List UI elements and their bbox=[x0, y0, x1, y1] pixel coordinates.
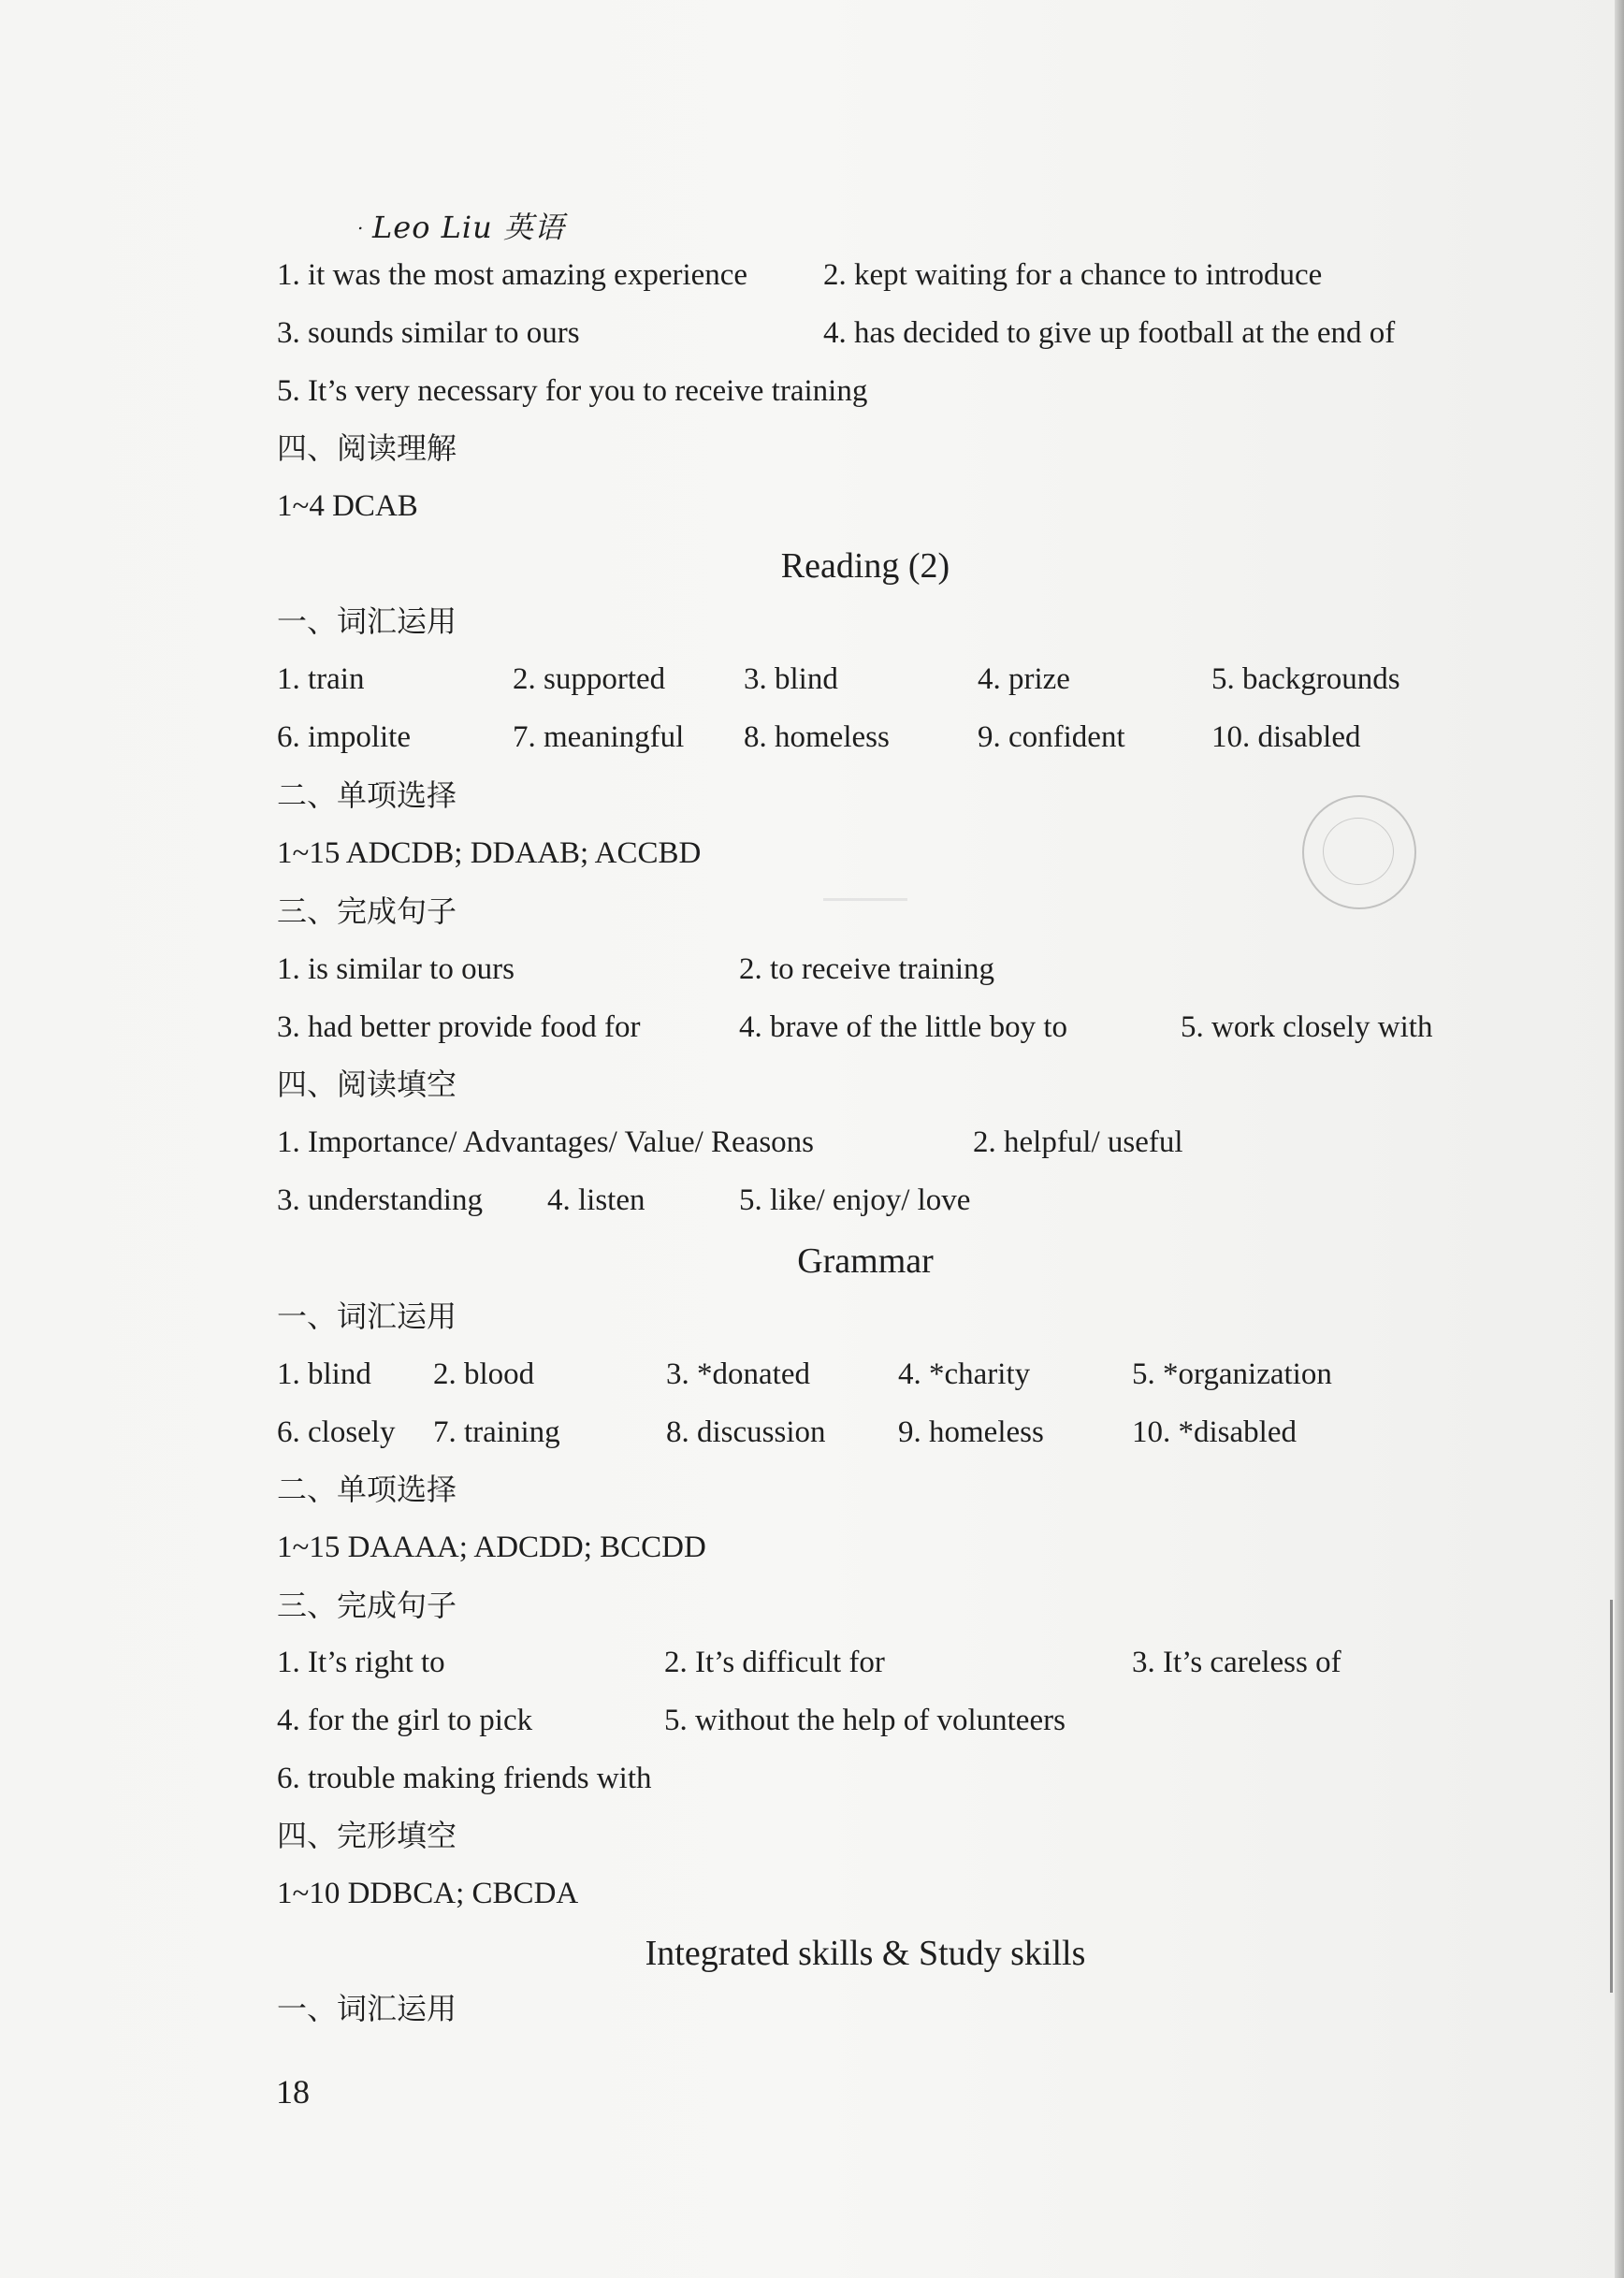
answer-item: 5. *organization bbox=[1132, 1357, 1332, 1391]
answer-item: 6. impolite bbox=[277, 720, 411, 754]
answer-line: 1~15 DAAAA; ADCDD; BCCDD bbox=[277, 1531, 706, 1564]
stamp-seal-icon bbox=[1302, 795, 1416, 909]
answer-item: 8. homeless bbox=[744, 720, 890, 754]
answer-line: 1~15 ADCDB; DDAAB; ACCBD bbox=[277, 836, 702, 870]
brand-logo: . Leo Liu 英语 bbox=[357, 210, 565, 245]
page-number: 18 bbox=[276, 2073, 310, 2111]
section-heading: 二、单项选择 bbox=[277, 777, 457, 813]
answer-item: 10. disabled bbox=[1211, 720, 1361, 754]
answer-item: 8. discussion bbox=[666, 1415, 826, 1449]
answer-item: 6. closely bbox=[277, 1415, 396, 1449]
section-heading: 四、完形填空 bbox=[277, 1818, 457, 1853]
section-heading: 三、完成句子 bbox=[277, 1588, 457, 1623]
answer-item: 2. to receive training bbox=[739, 952, 995, 986]
section-heading: 四、阅读理解 bbox=[277, 430, 457, 466]
answer-item: 4. brave of the little boy to bbox=[739, 1010, 1067, 1044]
answer-line: 2. kept waiting for a chance to introduce bbox=[823, 258, 1323, 292]
answer-item: 1. is similar to ours bbox=[277, 952, 515, 986]
section-heading: 一、词汇运用 bbox=[277, 1299, 457, 1334]
answer-item: 1. train bbox=[277, 662, 365, 696]
section-heading: 三、完成句子 bbox=[277, 893, 457, 929]
answer-item: 5. work closely with bbox=[1181, 1010, 1433, 1044]
answer-item: 3. It’s careless of bbox=[1132, 1646, 1341, 1679]
answer-item: 3. understanding bbox=[277, 1183, 483, 1217]
answer-line: 1~4 DCAB bbox=[277, 489, 418, 523]
watermark-icon bbox=[823, 823, 907, 901]
answer-item: 1. It’s right to bbox=[277, 1646, 445, 1679]
answer-item: 5. without the help of volunteers bbox=[664, 1704, 1066, 1737]
answer-item: 3. *donated bbox=[666, 1357, 810, 1391]
answer-item: 7. meaningful bbox=[513, 720, 685, 754]
answer-item: 4. *charity bbox=[898, 1357, 1031, 1391]
answer-item: 5. like/ enjoy/ love bbox=[739, 1183, 971, 1217]
answer-item: 3. blind bbox=[744, 662, 838, 696]
section-heading: 四、阅读填空 bbox=[277, 1066, 457, 1102]
answer-item: 9. homeless bbox=[898, 1415, 1044, 1449]
answer-item: 2. supported bbox=[513, 662, 666, 696]
answer-item: 5. backgrounds bbox=[1211, 662, 1400, 696]
section-title: Grammar bbox=[797, 1241, 934, 1281]
answer-item: 4. prize bbox=[978, 662, 1070, 696]
answer-line: 5. It’s very necessary for you to receive training bbox=[277, 374, 868, 408]
answer-item: 4. listen bbox=[547, 1183, 645, 1217]
answer-item: 2. helpful/ useful bbox=[973, 1125, 1183, 1159]
answer-item: 7. training bbox=[433, 1415, 560, 1449]
section-heading: 一、词汇运用 bbox=[277, 1991, 457, 2026]
answer-item: 1. Importance/ Advantages/ Value/ Reasons bbox=[277, 1125, 815, 1159]
answer-line: 6. trouble making friends with bbox=[277, 1762, 652, 1795]
answer-line: 1~10 DDBCA; CBCDA bbox=[277, 1877, 579, 1910]
section-heading: 一、词汇运用 bbox=[277, 603, 457, 639]
answer-line: 1. it was the most amazing experience bbox=[277, 258, 748, 292]
answer-item: 4. for the girl to pick bbox=[277, 1704, 533, 1737]
section-heading: 二、单项选择 bbox=[277, 1472, 457, 1507]
answer-line: 4. has decided to give up football at the end of bbox=[823, 316, 1396, 350]
answer-item: 2. blood bbox=[433, 1357, 535, 1391]
answer-item: 3. had better provide food for bbox=[277, 1010, 641, 1044]
section-title: Integrated skills & Study skills bbox=[645, 1934, 1086, 1973]
answer-item: 1. blind bbox=[277, 1357, 371, 1391]
answer-line: 3. sounds similar to ours bbox=[277, 316, 580, 350]
answer-item: 9. confident bbox=[978, 720, 1125, 754]
answer-item: 10. *disabled bbox=[1132, 1415, 1297, 1449]
section-title: Reading (2) bbox=[780, 546, 950, 586]
answer-item: 2. It’s difficult for bbox=[664, 1646, 885, 1679]
